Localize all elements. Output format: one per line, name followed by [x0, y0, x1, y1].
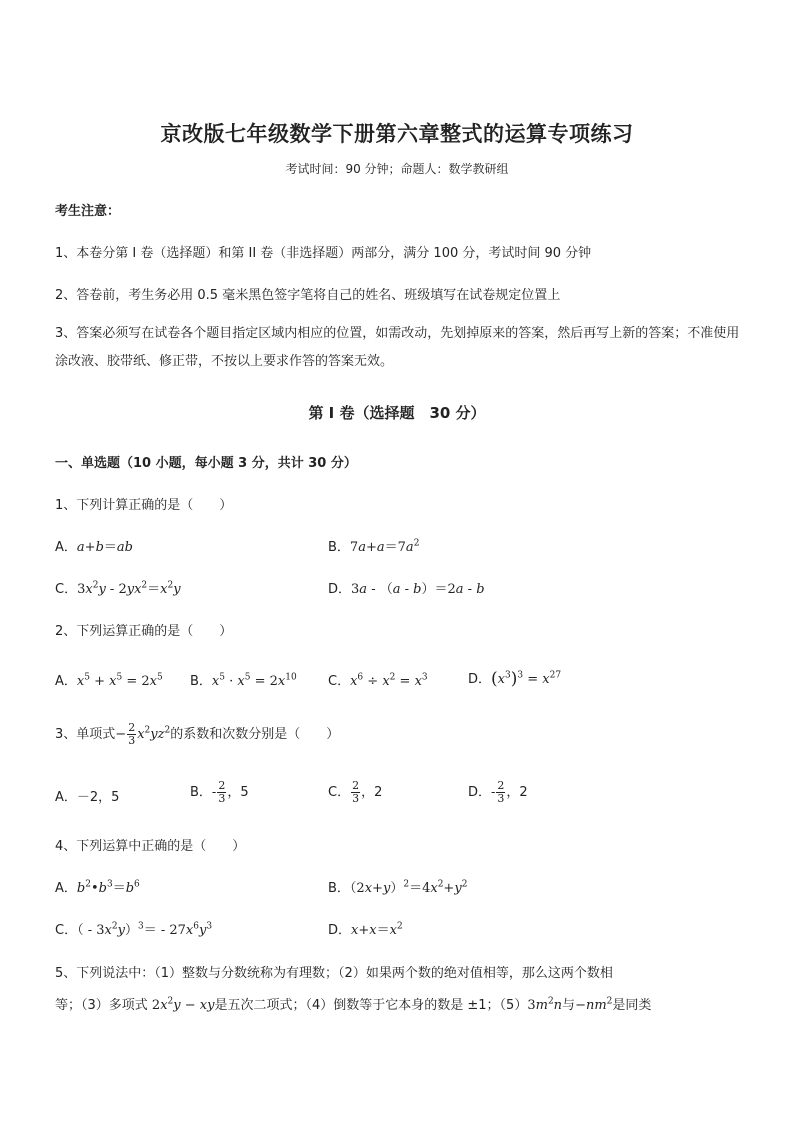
q4-option-c[interactable]: C．（ - $3x^2y)^3= - 27x^6y^3$ — [55, 921, 213, 938]
q3-option-a[interactable]: A．－2，5 — [55, 790, 120, 805]
exam-subtitle: 考试时间：90 分钟；命题人：数学教研组 — [285, 162, 509, 176]
q1-stem: 1、下列计算正确的是（ ） — [55, 498, 233, 513]
q1-a-math: a — [76, 540, 85, 555]
q1-option-c[interactable]: C．$3x^2y - 2yx^2=x^2y$ — [55, 580, 181, 597]
q3-stem: 3、单项式− $\frac{2}{3}$ $x^2yz^2$的系数和次数分别是（ ） — [55, 721, 340, 747]
q4-a-math: b — [76, 881, 86, 896]
part-title: 一、单选题（10 小题，每小题 3 分，共计 30 分） — [55, 456, 357, 471]
q1-option-b[interactable]: B．$7a+a=7a^2$ — [328, 538, 420, 555]
q2-option-c[interactable]: C．$x^6 \div x^2 = x^3$ — [328, 672, 428, 689]
q5-stem-line1: 5、下列说法中：（1）整数与分数统称为有理数；（2）如果两个数的绝对值相等，那么这两个数相 — [55, 966, 613, 981]
notice-heading: 考生注意： — [55, 204, 121, 219]
q5-stem-line2: 等；（3）多项式 $2x^2y$ − xy是五次二项式；（4）倒数等于它本身的数是 ±1；$(5)3m^2n$与$-nm^2$是同类 — [55, 996, 652, 1013]
q4-stem: 4、下列运算中正确的是（ ） — [55, 839, 246, 854]
page-title: 京改版七年级数学下册第六章整式的运算专项练习 — [160, 121, 634, 146]
section-title: 第 I 卷（选择题 30 分） — [308, 404, 486, 422]
notice-item-2: 2、答卷前，考生务必用 0.5 毫米黑色签字笔将自己的姓名、班级填写在试卷规定位置上 — [55, 288, 561, 303]
q1-c-math: 3 — [77, 582, 86, 597]
q1-option-d[interactable]: D．3a - （a - b）＝2a - b — [328, 582, 485, 597]
q1-option-a[interactable]: A．a+b＝ab — [55, 540, 133, 555]
q3-d-fraction: $\frac{2}{3}$ — [497, 779, 505, 805]
q4-c-math: （ - 3 — [77, 923, 105, 938]
q4-option-d[interactable]: D．$x+x=x^2$ — [328, 921, 403, 938]
q4-d-math: x — [351, 923, 359, 938]
q3-option-c[interactable]: C． $\frac{2}{3}$ ，2 — [328, 779, 383, 805]
notice-item-1: 1、本卷分第 I 卷（选择题）和第 II 卷（非选择题）两部分，满分 100 分，考试时间 90 分钟 — [55, 246, 592, 261]
q4-b-math: （2 — [349, 881, 365, 896]
q3-option-b[interactable]: B．- $\frac{2}{3}$ ，5 — [190, 779, 249, 805]
q3-b-fraction: $\frac{2}{3}$ — [218, 779, 226, 805]
q2-d-math: ( — [491, 669, 498, 689]
q2-c-math: x — [350, 674, 358, 689]
q2-stem: 2、下列运算正确的是（ ） — [55, 624, 233, 639]
q2-b-math: x — [211, 674, 220, 689]
q2-option-a[interactable]: A．$x^5 + x^5 = 2x^5$ — [55, 672, 163, 689]
q4-option-a[interactable]: A．$b^2•b^3=b^6$ — [55, 879, 140, 896]
q3-c-fraction: $\frac{2}{3}$ — [352, 779, 360, 805]
q1-d-math: 3 — [351, 582, 360, 597]
q1-b-math: 7 — [349, 540, 359, 555]
notice-item-3: 3、答案必须写在试卷各个题目指定区域内相应的位置，如需改动，先划掉原来的答案，然后再写上新的答案；不准使用涂改液、胶带纸、修正带，不按以上要求作答的答案无效。 — [55, 326, 740, 369]
q2-option-b[interactable]: B．$x^5 \cdot x^5 = 2x^{10}$ — [190, 672, 297, 689]
q2-a-math: x — [76, 674, 85, 689]
q4-option-b[interactable]: B．$(2x+y)^2=4x^2+y^2$ — [328, 879, 468, 896]
q2-option-d[interactable]: D．$(x^3)^3 = x^{27}$ — [468, 669, 562, 689]
q3-option-d[interactable]: D．- $\frac{2}{3}$ ，2 — [468, 779, 528, 805]
q3-fraction: $\frac{2}{3}$ — [128, 721, 136, 747]
